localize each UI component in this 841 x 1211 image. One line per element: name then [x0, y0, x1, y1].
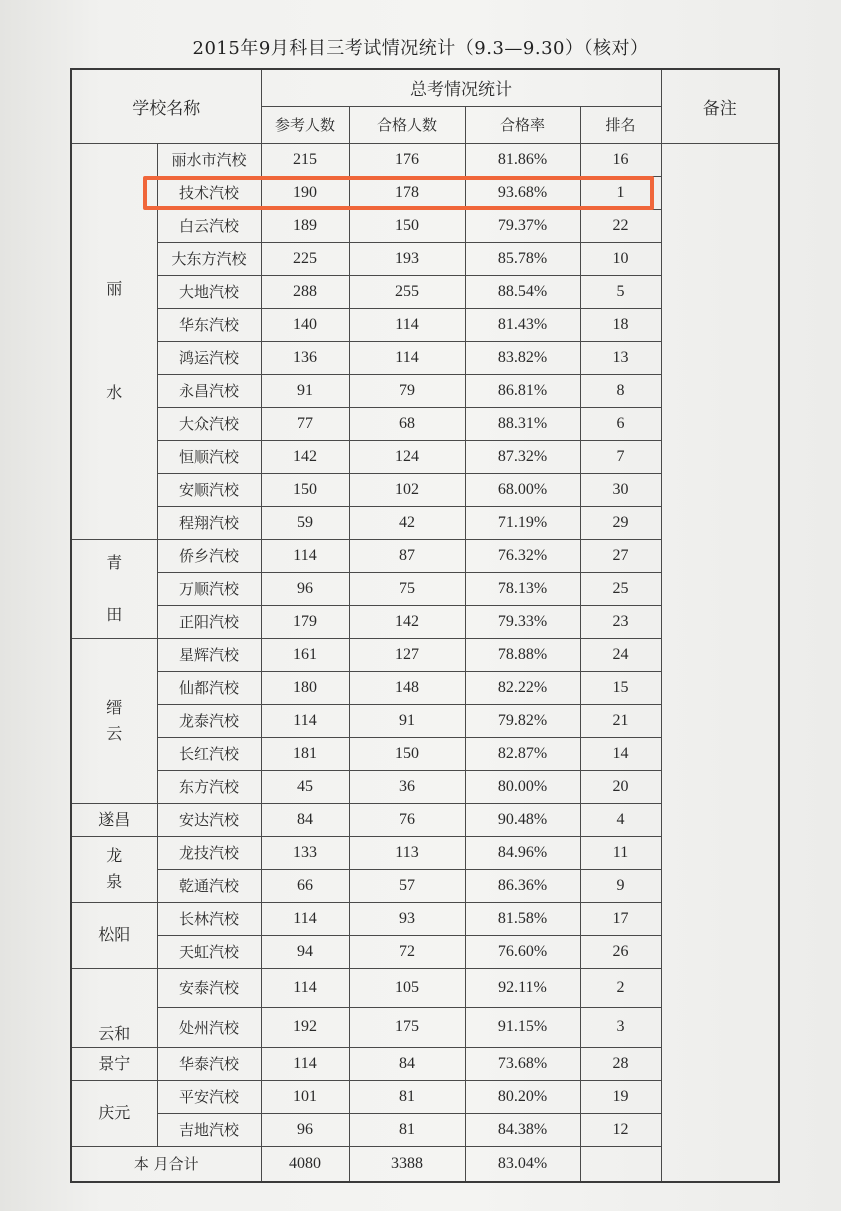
rank-cell: 24 — [580, 638, 661, 671]
participants-cell: 96 — [261, 1113, 349, 1146]
region-cell: 景宁 — [71, 1047, 157, 1080]
pass-rate-cell: 68.00% — [465, 473, 580, 506]
rank-cell: 2 — [580, 968, 661, 1008]
school-name-cell: 龙泰汽校 — [157, 704, 261, 737]
school-name-cell: 正阳汽校 — [157, 605, 261, 638]
rank-cell: 21 — [580, 704, 661, 737]
region-cell: 云和 — [71, 968, 157, 1047]
school-name-cell: 长林汽校 — [157, 902, 261, 935]
passed-cell: 150 — [349, 209, 465, 242]
participants-cell: 181 — [261, 737, 349, 770]
passed-cell: 72 — [349, 935, 465, 968]
participants-cell: 91 — [261, 374, 349, 407]
rank-cell: 29 — [580, 506, 661, 539]
school-name-cell: 安达汽校 — [157, 803, 261, 836]
participants-cell: 190 — [261, 176, 349, 209]
participants-cell: 133 — [261, 836, 349, 869]
region-cell: 庆元 — [71, 1080, 157, 1146]
pass-rate-cell: 78.88% — [465, 638, 580, 671]
document-title: 2015年9月科目三考试情况统计（9.3—9.30）（核对） — [192, 38, 649, 59]
rank-cell: 18 — [580, 308, 661, 341]
total-label: 本 月合计 — [71, 1146, 261, 1182]
pass-rate-cell: 91.15% — [465, 1008, 580, 1048]
passed-cell: 93 — [349, 902, 465, 935]
school-name-cell: 白云汽校 — [157, 209, 261, 242]
passed-cell: 57 — [349, 869, 465, 902]
participants-cell: 288 — [261, 275, 349, 308]
pass-rate-cell: 81.86% — [465, 143, 580, 176]
participants-cell: 225 — [261, 242, 349, 275]
pass-rate-cell: 86.81% — [465, 374, 580, 407]
school-name-cell: 仙都汽校 — [157, 671, 261, 704]
participants-cell: 215 — [261, 143, 349, 176]
participants-cell: 142 — [261, 440, 349, 473]
pass-rate-cell: 73.68% — [465, 1047, 580, 1080]
pass-rate-cell: 81.58% — [465, 902, 580, 935]
rank-cell: 27 — [580, 539, 661, 572]
participants-cell: 114 — [261, 968, 349, 1008]
pass-rate-cell: 84.96% — [465, 836, 580, 869]
rank-cell: 5 — [580, 275, 661, 308]
rank-cell: 4 — [580, 803, 661, 836]
pass-rate-cell: 90.48% — [465, 803, 580, 836]
passed-cell: 193 — [349, 242, 465, 275]
school-name-cell: 长红汽校 — [157, 737, 261, 770]
passed-cell: 81 — [349, 1080, 465, 1113]
participants-cell: 140 — [261, 308, 349, 341]
pass-rate-cell: 87.32% — [465, 440, 580, 473]
passed-cell: 105 — [349, 968, 465, 1008]
participants-cell: 180 — [261, 671, 349, 704]
table-row — [71, 143, 779, 176]
header-participants: 参考人数 — [261, 106, 349, 143]
participants-cell: 114 — [261, 902, 349, 935]
passed-cell: 87 — [349, 539, 465, 572]
region-cell: 丽 水 — [71, 143, 157, 539]
participants-cell: 189 — [261, 209, 349, 242]
passed-cell: 102 — [349, 473, 465, 506]
participants-cell: 179 — [261, 605, 349, 638]
school-name-cell: 恒顺汽校 — [157, 440, 261, 473]
school-name-cell: 大地汽校 — [157, 275, 261, 308]
header-remarks: 备注 — [661, 69, 779, 143]
school-name-cell: 乾通汽校 — [157, 869, 261, 902]
passed-cell: 76 — [349, 803, 465, 836]
school-name-cell: 侨乡汽校 — [157, 539, 261, 572]
total-participants: 4080 — [261, 1146, 349, 1182]
pass-rate-cell: 76.60% — [465, 935, 580, 968]
total-rank-empty — [580, 1146, 661, 1182]
pass-rate-cell: 79.33% — [465, 605, 580, 638]
rank-cell: 20 — [580, 770, 661, 803]
school-name-cell: 天虹汽校 — [157, 935, 261, 968]
pass-rate-cell: 80.20% — [465, 1080, 580, 1113]
participants-cell: 114 — [261, 1047, 349, 1080]
pass-rate-cell: 80.00% — [465, 770, 580, 803]
school-name-cell: 万顺汽校 — [157, 572, 261, 605]
passed-cell: 124 — [349, 440, 465, 473]
rank-cell: 6 — [580, 407, 661, 440]
pass-rate-cell: 82.87% — [465, 737, 580, 770]
passed-cell: 113 — [349, 836, 465, 869]
rank-cell: 1 — [580, 176, 661, 209]
school-name-cell: 处州汽校 — [157, 1008, 261, 1048]
school-name-cell: 大东方汽校 — [157, 242, 261, 275]
rank-cell: 25 — [580, 572, 661, 605]
participants-cell: 59 — [261, 506, 349, 539]
passed-cell: 79 — [349, 374, 465, 407]
participants-cell: 101 — [261, 1080, 349, 1113]
school-name-cell: 永昌汽校 — [157, 374, 261, 407]
pass-rate-cell: 82.22% — [465, 671, 580, 704]
rank-cell: 13 — [580, 341, 661, 374]
pass-rate-cell: 88.54% — [465, 275, 580, 308]
pass-rate-cell: 78.13% — [465, 572, 580, 605]
region-cell: 青 田 — [71, 539, 157, 638]
school-name-cell: 安顺汽校 — [157, 473, 261, 506]
header-school-name: 学校名称 — [71, 69, 261, 143]
school-name-cell: 华泰汽校 — [157, 1047, 261, 1080]
school-name-cell: 技术汽校 — [157, 176, 261, 209]
pass-rate-cell: 71.19% — [465, 506, 580, 539]
rank-cell: 26 — [580, 935, 661, 968]
rank-cell: 7 — [580, 440, 661, 473]
passed-cell: 68 — [349, 407, 465, 440]
school-name-cell: 程翔汽校 — [157, 506, 261, 539]
passed-cell: 175 — [349, 1008, 465, 1048]
school-name-cell: 大众汽校 — [157, 407, 261, 440]
school-name-cell: 华东汽校 — [157, 308, 261, 341]
region-cell: 松阳 — [71, 902, 157, 968]
school-name-cell: 东方汽校 — [157, 770, 261, 803]
pass-rate-cell: 85.78% — [465, 242, 580, 275]
pass-rate-cell: 84.38% — [465, 1113, 580, 1146]
participants-cell: 45 — [261, 770, 349, 803]
rank-cell: 28 — [580, 1047, 661, 1080]
passed-cell: 255 — [349, 275, 465, 308]
pass-rate-cell: 83.82% — [465, 341, 580, 374]
pass-rate-cell: 86.36% — [465, 869, 580, 902]
rank-cell: 30 — [580, 473, 661, 506]
pass-rate-cell: 88.31% — [465, 407, 580, 440]
school-name-cell: 丽水市汽校 — [157, 143, 261, 176]
passed-cell: 142 — [349, 605, 465, 638]
pass-rate-cell: 79.37% — [465, 209, 580, 242]
participants-cell: 94 — [261, 935, 349, 968]
school-name-cell: 星辉汽校 — [157, 638, 261, 671]
pass-rate-cell: 81.43% — [465, 308, 580, 341]
school-name-cell: 吉地汽校 — [157, 1113, 261, 1146]
region-cell: 龙 泉 — [71, 836, 157, 902]
header-total-stats: 总考情况统计 — [261, 69, 661, 106]
participants-cell: 114 — [261, 539, 349, 572]
region-cell: 缙 云 — [71, 638, 157, 803]
participants-cell: 136 — [261, 341, 349, 374]
header-passed: 合格人数 — [349, 106, 465, 143]
passed-cell: 36 — [349, 770, 465, 803]
rank-cell: 22 — [580, 209, 661, 242]
participants-cell: 96 — [261, 572, 349, 605]
passed-cell: 150 — [349, 737, 465, 770]
rank-cell: 11 — [580, 836, 661, 869]
rank-cell: 14 — [580, 737, 661, 770]
pass-rate-cell: 92.11% — [465, 968, 580, 1008]
participants-cell: 114 — [261, 704, 349, 737]
rank-cell: 12 — [580, 1113, 661, 1146]
passed-cell: 114 — [349, 308, 465, 341]
passed-cell: 114 — [349, 341, 465, 374]
participants-cell: 150 — [261, 473, 349, 506]
school-name-cell: 安泰汽校 — [157, 968, 261, 1008]
school-name-cell: 龙技汽校 — [157, 836, 261, 869]
highlight-box — [143, 176, 654, 210]
rank-cell: 17 — [580, 902, 661, 935]
region-cell: 遂昌 — [71, 803, 157, 836]
pass-rate-cell: 93.68% — [465, 176, 580, 209]
stats-table — [70, 68, 780, 1183]
pass-rate-cell: 79.82% — [465, 704, 580, 737]
participants-cell: 84 — [261, 803, 349, 836]
rank-cell: 9 — [580, 869, 661, 902]
passed-cell: 81 — [349, 1113, 465, 1146]
rank-cell: 19 — [580, 1080, 661, 1113]
participants-cell: 192 — [261, 1008, 349, 1048]
rank-cell: 23 — [580, 605, 661, 638]
header-rank: 排名 — [580, 106, 661, 143]
rank-cell: 8 — [580, 374, 661, 407]
passed-cell: 178 — [349, 176, 465, 209]
remarks-cell — [661, 143, 779, 1182]
participants-cell: 66 — [261, 869, 349, 902]
participants-cell: 161 — [261, 638, 349, 671]
header-pass-rate: 合格率 — [465, 106, 580, 143]
pass-rate-cell: 76.32% — [465, 539, 580, 572]
passed-cell: 148 — [349, 671, 465, 704]
passed-cell: 42 — [349, 506, 465, 539]
rank-cell: 16 — [580, 143, 661, 176]
rank-cell: 10 — [580, 242, 661, 275]
school-name-cell: 鸿运汽校 — [157, 341, 261, 374]
rank-cell: 15 — [580, 671, 661, 704]
school-name-cell: 平安汽校 — [157, 1080, 261, 1113]
rank-cell: 3 — [580, 1008, 661, 1048]
passed-cell: 127 — [349, 638, 465, 671]
participants-cell: 77 — [261, 407, 349, 440]
total-passed: 3388 — [349, 1146, 465, 1182]
passed-cell: 75 — [349, 572, 465, 605]
passed-cell: 84 — [349, 1047, 465, 1080]
total-pass-rate: 83.04% — [465, 1146, 580, 1182]
passed-cell: 176 — [349, 143, 465, 176]
passed-cell: 91 — [349, 704, 465, 737]
